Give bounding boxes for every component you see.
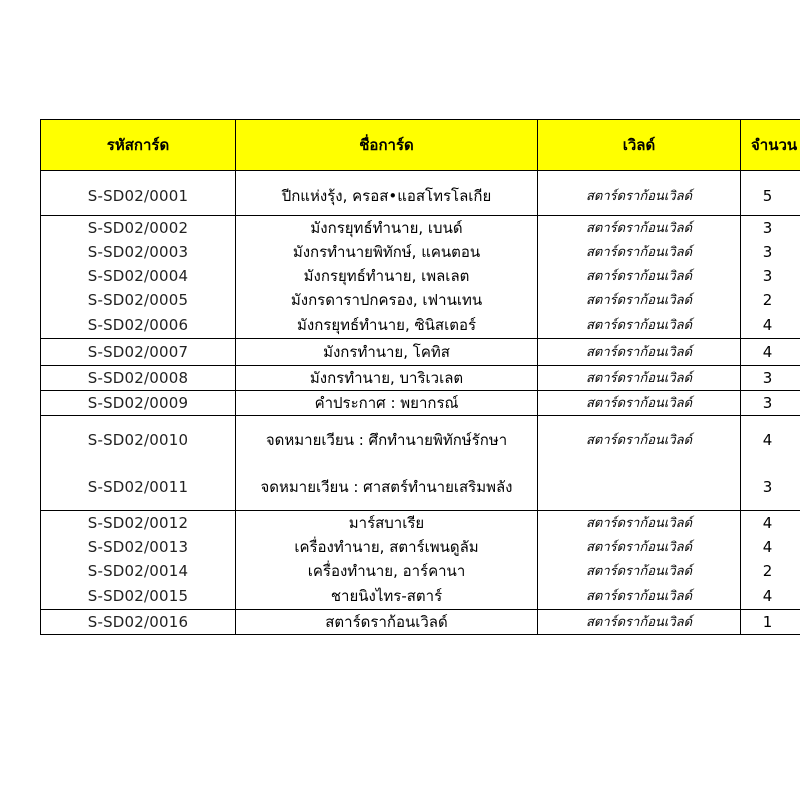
card-code-cell: S-SD02/0003 xyxy=(41,240,236,264)
table-row xyxy=(41,464,800,511)
card-name-cell: เครื่องทำนาย, สตาร์เพนดูลัม xyxy=(236,535,538,559)
card-code-cell: S-SD02/0012 xyxy=(41,511,236,536)
card-code-cell: S-SD02/0011 xyxy=(41,464,236,511)
card-name-cell: จดหมายเวียน : ศึกทำนายพิทักษ์รักษา xyxy=(236,416,538,465)
card-name-cell: เครื่องทำนาย, อาร์คานา xyxy=(236,559,538,583)
card-name-cell: สตาร์ดราก้อนเวิลด์ xyxy=(236,610,538,635)
quantity-cell: 3 xyxy=(741,240,800,264)
header-card-code: รหัสการ์ด xyxy=(41,120,236,171)
world-cell: สตาร์ดราก้อนเวิลด์ xyxy=(538,583,741,610)
table-row xyxy=(41,240,800,264)
header-world: เวิลด์ xyxy=(538,120,741,171)
card-code-cell: S-SD02/0014 xyxy=(41,559,236,583)
table-row xyxy=(41,312,800,339)
card-code-cell: S-SD02/0013 xyxy=(41,535,236,559)
world-cell: สตาร์ดราก้อนเวิลด์ xyxy=(538,366,741,391)
card-code-cell: S-SD02/0007 xyxy=(41,339,236,366)
header-row xyxy=(41,120,800,171)
card-name-cell: มังกรยุทธ์ทำนาย, เพลเลต xyxy=(236,264,538,288)
quantity-cell: 3 xyxy=(741,216,800,241)
table-row xyxy=(41,416,800,465)
card-code-cell: S-SD02/0015 xyxy=(41,583,236,610)
card-list-table xyxy=(40,119,800,635)
world-cell: สตาร์ดราก้อนเวิลด์ xyxy=(538,177,741,216)
card-name-cell: มังกรดาราปกครอง, เฟานเทน xyxy=(236,288,538,312)
world-cell: สตาร์ดราก้อนเวิลด์ xyxy=(538,559,741,583)
card-code-cell: S-SD02/0010 xyxy=(41,416,236,465)
quantity-cell: 4 xyxy=(741,583,800,610)
card-name-cell: ปีกแห่งรุ้ง, ครอส•แอสโทรโลเกีย xyxy=(236,177,538,216)
table-row xyxy=(41,264,800,288)
table-row xyxy=(41,391,800,416)
world-cell: สตาร์ดราก้อนเวิลด์ xyxy=(538,391,741,416)
table-row xyxy=(41,366,800,391)
world-cell: สตาร์ดราก้อนเวิลด์ xyxy=(538,339,741,366)
header-card-name: ชื่อการ์ด xyxy=(236,120,538,171)
card-name-cell: มังกรยุทธ์ทำนาย, เบนด์ xyxy=(236,216,538,241)
table-row xyxy=(41,339,800,366)
card-code-cell: S-SD02/0009 xyxy=(41,391,236,416)
card-name-cell: มังกรทำนาย, บาริเวเลต xyxy=(236,366,538,391)
card-name-cell: จดหมายเวียน : ศาสตร์ทำนายเสริมพลัง xyxy=(236,464,538,511)
world-cell: สตาร์ดราก้อนเวิลด์ xyxy=(538,312,741,339)
table-row xyxy=(41,511,800,536)
quantity-cell: 2 xyxy=(741,288,800,312)
world-cell xyxy=(538,464,741,511)
quantity-cell: 4 xyxy=(741,416,800,465)
card-name-cell: มังกรทำนายพิทักษ์, แคนตอน xyxy=(236,240,538,264)
card-code-cell: S-SD02/0001 xyxy=(41,177,236,216)
table-row xyxy=(41,177,800,216)
table-row xyxy=(41,216,800,241)
card-code-cell: S-SD02/0004 xyxy=(41,264,236,288)
card-name-cell: มังกรยุทธ์ทำนาย, ซินิสเตอร์ xyxy=(236,312,538,339)
world-cell: สตาร์ดราก้อนเวิลด์ xyxy=(538,610,741,635)
card-name-cell: มาร์สบาเรีย xyxy=(236,511,538,536)
card-list-sheet xyxy=(40,119,800,635)
card-code-cell: S-SD02/0005 xyxy=(41,288,236,312)
world-cell: สตาร์ดราก้อนเวิลด์ xyxy=(538,416,741,465)
table-row xyxy=(41,288,800,312)
quantity-cell: 3 xyxy=(741,264,800,288)
quantity-cell: 4 xyxy=(741,339,800,366)
world-cell: สตาร์ดราก้อนเวิลด์ xyxy=(538,240,741,264)
quantity-cell: 1 xyxy=(741,610,800,635)
card-name-cell: ชายนิงไทร-สตาร์ xyxy=(236,583,538,610)
table-row xyxy=(41,610,800,635)
quantity-cell: 4 xyxy=(741,312,800,339)
world-cell: สตาร์ดราก้อนเวิลด์ xyxy=(538,511,741,536)
quantity-cell: 2 xyxy=(741,559,800,583)
world-cell: สตาร์ดราก้อนเวิลด์ xyxy=(538,216,741,241)
card-code-cell: S-SD02/0016 xyxy=(41,610,236,635)
table-row xyxy=(41,535,800,559)
card-code-cell: S-SD02/0008 xyxy=(41,366,236,391)
world-cell: สตาร์ดราก้อนเวิลด์ xyxy=(538,535,741,559)
quantity-cell: 3 xyxy=(741,464,800,511)
card-name-cell: คำประกาศ : พยากรณ์ xyxy=(236,391,538,416)
header-quantity: จำนวน xyxy=(741,120,800,171)
card-name-cell: มังกรทำนาย, โคทิส xyxy=(236,339,538,366)
card-code-cell: S-SD02/0006 xyxy=(41,312,236,339)
world-cell: สตาร์ดราก้อนเวิลด์ xyxy=(538,288,741,312)
table-row xyxy=(41,559,800,583)
world-cell: สตาร์ดราก้อนเวิลด์ xyxy=(538,264,741,288)
quantity-cell: 4 xyxy=(741,511,800,536)
quantity-cell: 4 xyxy=(741,535,800,559)
table-row xyxy=(41,583,800,610)
quantity-cell: 5 xyxy=(741,177,800,216)
quantity-cell: 3 xyxy=(741,366,800,391)
card-code-cell: S-SD02/0002 xyxy=(41,216,236,241)
quantity-cell: 3 xyxy=(741,391,800,416)
